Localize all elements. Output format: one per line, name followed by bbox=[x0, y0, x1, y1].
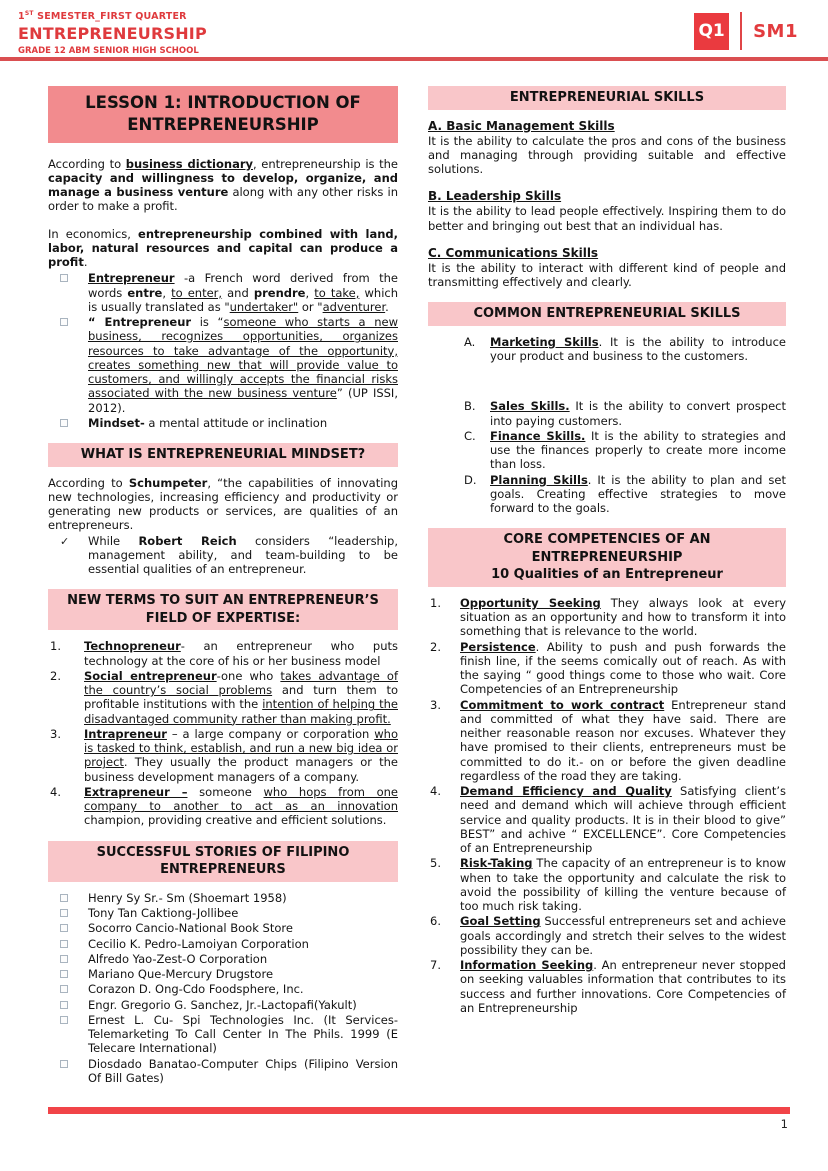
marker-cell bbox=[48, 534, 88, 577]
list-item bbox=[48, 967, 398, 981]
list-item-text: Extrapreneur – someone who hops from one company to another to act as an innovation champion, providing creative and efficient solutions. bbox=[84, 784, 398, 828]
marker-cell bbox=[48, 1013, 88, 1056]
mindset-section-header: WHAT IS ENTREPRENEURIAL MINDSET? bbox=[48, 443, 398, 467]
page-number: 1 bbox=[780, 1117, 788, 1131]
item-number: 4. bbox=[50, 784, 61, 799]
common-skills-list bbox=[428, 335, 786, 516]
marker-cell bbox=[48, 315, 88, 415]
check-icon: ✓ bbox=[60, 534, 70, 548]
list-item-text: Marketing Skills. It is the ability to introduce your product and business to the customers. bbox=[490, 334, 786, 364]
skills-sections bbox=[428, 119, 786, 290]
subject-title: ENTREPRENEURSHIP bbox=[18, 24, 207, 44]
item-number: 7. bbox=[430, 958, 441, 973]
common-skills-section-header: COMMON ENTREPRENEURIAL SKILLS bbox=[428, 302, 786, 326]
list-item-text: Planning Skills. It is the ability to plan and set goals. Creating effective strategies to move forward to the goals. bbox=[490, 472, 786, 516]
list-item-text: Ernest L. Cu- Spi Technologies Inc. (It Services-Telemarketing To Call Center In The Phils. 1999 (E Telecare International) bbox=[88, 1012, 398, 1056]
footer-rule bbox=[48, 1107, 790, 1114]
marker-cell bbox=[48, 271, 88, 314]
item-number: 5. bbox=[430, 856, 441, 871]
skill-heading: A. Basic Management Skills bbox=[428, 118, 615, 133]
semester-rest: SEMESTER_FIRST QUARTER bbox=[33, 11, 187, 23]
list-item-text: Mindset- a mental attitude or inclination bbox=[88, 415, 328, 430]
list-item-text: Commitment to work contract Entrepreneur stand and committed of what they have said. There are neither reasonable reason nor excuses. Whatever they have promised to their clients, entrepreneurs must be committed to do it.- on or before the given deadline regardless of the road they are taking. bbox=[460, 697, 786, 783]
list-item-text: Risk-Taking The capacity of an entrepreneur is to know when to take the opportunity and calculate the risk to avoid the possibility of killing the venture because of too much risk taking. bbox=[460, 856, 786, 914]
new-terms-section-header: NEW TERMS TO SUIT AN ENTREPRENEUR’S FIELD OF EXPERTISE: bbox=[48, 589, 398, 630]
list-item bbox=[428, 914, 786, 957]
list-item-text: Intrapreneur – a large company or corporation who is tasked to think, establish, and run a new big idea or project. They usually the product managers or the business development managers of a company. bbox=[84, 726, 398, 784]
list-item-text: Sales Skills. It is the ability to convert prospect into paying customers. bbox=[490, 399, 786, 428]
list-item-text: Cecilio K. Pedro-Lamoiyan Corporation bbox=[88, 936, 309, 951]
grade-level-label: GRADE 12 ABM SENIOR HIGH SCHOOL bbox=[18, 46, 199, 57]
marker-cell bbox=[48, 982, 88, 996]
list-item bbox=[428, 335, 786, 364]
list-item bbox=[48, 1057, 398, 1086]
list-item bbox=[428, 856, 786, 913]
list-item-text: Technopreneur- an entrepreneur who puts technology at the core of his or her business model bbox=[84, 639, 398, 668]
list-item-text: Diosdado Banatao-Computer Chips (Filipino Version Of Bill Gates) bbox=[88, 1056, 398, 1085]
skill-heading: B. Leadership Skills bbox=[428, 189, 562, 204]
intro-paragraph-1: According to business dictionary, entrepreneurship is the capacity and willingness to develop, organize, and manage a business venture along with any other risks in order to make a profit. bbox=[48, 156, 399, 214]
list-item bbox=[428, 429, 786, 472]
list-item bbox=[428, 698, 786, 784]
right-column bbox=[428, 86, 786, 1089]
semester-ordinal: ST bbox=[24, 10, 34, 17]
filipino-entrepreneurs-list bbox=[48, 891, 398, 1085]
new-terms-list bbox=[48, 639, 398, 827]
marker-cell bbox=[48, 937, 88, 951]
item-letter: D. bbox=[464, 472, 477, 487]
module-code: SM1 bbox=[753, 20, 798, 42]
list-item bbox=[428, 958, 786, 1015]
square-bullet-icon bbox=[60, 985, 68, 993]
list-item-text: Mariano Que-Mercury Drugstore bbox=[88, 967, 274, 982]
item-number: 1. bbox=[50, 639, 61, 654]
square-bullet-icon bbox=[60, 924, 68, 932]
list-item-text: Engr. Gregorio G. Sanchez, Jr.-Lactopafi(Yakult) bbox=[88, 997, 357, 1012]
list-item-text: Demand Efficiency and Quality Satisfying client’s need and demand which will achieve through efficient service and quality products. It is in their blood to give” BEST” and achive “ EXCELLENCE”. Core Competencies of an Entrepreneurship bbox=[460, 784, 786, 856]
marker-cell bbox=[48, 952, 88, 966]
list-item bbox=[48, 921, 398, 935]
reich-bullet bbox=[48, 534, 398, 577]
list-item-text: Socorro Cancio-National Book Store bbox=[88, 921, 293, 936]
list-item bbox=[428, 640, 786, 697]
marker-cell bbox=[48, 967, 88, 981]
list-item bbox=[428, 473, 786, 516]
list-item-text: Corazon D. Ong-Cdo Foodsphere, Inc. bbox=[88, 982, 304, 997]
square-bullet-icon bbox=[60, 955, 68, 963]
semester-prefix: 1 bbox=[18, 11, 25, 23]
list-item bbox=[48, 1013, 398, 1056]
marker-cell bbox=[48, 998, 88, 1012]
square-bullet-icon bbox=[60, 419, 68, 427]
list-item-text: Entrepreneur -a French word derived from the words entre, to enter, and prendre, to take, which is usually translated as "undertaker" or "adventurer. bbox=[88, 271, 398, 314]
skill-heading: C. Communications Skills bbox=[428, 245, 599, 260]
square-bullet-icon bbox=[60, 894, 68, 902]
skills-section-header: ENTREPRENEURIAL SKILLS bbox=[428, 86, 786, 110]
list-item-text: Information Seeking. An entrepreneur never stopped on seeking valuables information that contributes to its success and further innovations. Core Competencies of an Entrepreneurship bbox=[460, 958, 786, 1015]
core-competencies-list bbox=[428, 596, 786, 1015]
item-number: 6. bbox=[430, 914, 441, 929]
list-item-text: Finance Skills. It is the ability to strategies and use the finances properly to create more income than loss. bbox=[490, 428, 786, 472]
content-area bbox=[0, 61, 828, 1089]
list-item-text: Tony Tan Caktiong-Jollibee bbox=[88, 906, 239, 921]
reich-bullet-text: While Robert Reich considers “leadership, management ability, and team-building to be essential qualities of an entrepreneur. bbox=[88, 533, 399, 577]
page-header bbox=[0, 0, 828, 56]
list-item bbox=[48, 998, 398, 1012]
lesson-title-box: LESSON 1: INTRODUCTION OF ENTREPRENEURSHIP bbox=[48, 86, 398, 143]
list-item bbox=[48, 952, 398, 966]
list-item-text: Henry Sy Sr.- Sm (Shoemart 1958) bbox=[88, 890, 287, 905]
definition-bullet-list bbox=[48, 271, 398, 430]
list-item-text: “ Entrepreneur is “someone who starts a new business, recognizes opportunities, organizes resources to take advantage of the opportunity, creates something new that will provide value to customers, and willingly accepts the financial risks associated with the new business venture” (UP ISSI, 2012). bbox=[88, 315, 398, 415]
list-item-text: Persistence. Ability to push and push forwards the finish line, if the seems comically out of reach. As with the saying “ good things come to those who wait. Core Competencies of an Entrepreneurship bbox=[460, 639, 786, 697]
item-letter: A. bbox=[464, 334, 476, 349]
skill-body: It is the ability to interact with different kind of people and transmitting effectively and clearly. bbox=[428, 260, 786, 290]
marker-cell bbox=[48, 416, 88, 430]
square-bullet-icon bbox=[60, 940, 68, 948]
list-item bbox=[428, 784, 786, 855]
marker-cell bbox=[48, 921, 88, 935]
list-item bbox=[48, 416, 398, 430]
square-bullet-icon bbox=[60, 1016, 68, 1024]
square-bullet-icon bbox=[60, 909, 68, 917]
item-number: 1. bbox=[430, 595, 441, 610]
square-bullet-icon bbox=[60, 1001, 68, 1009]
list-item bbox=[48, 315, 398, 415]
skill-body: It is the ability to lead people effectively. Inspiring them to do better and bringing out best that an individual has. bbox=[428, 204, 786, 233]
list-item bbox=[48, 639, 398, 668]
list-item bbox=[48, 727, 398, 784]
header-left-block bbox=[18, 10, 810, 56]
quarter-badge: Q1 bbox=[694, 13, 729, 50]
item-number: 4. bbox=[430, 784, 441, 799]
square-bullet-icon bbox=[60, 1060, 68, 1068]
left-column bbox=[48, 86, 398, 1089]
semester-line bbox=[18, 10, 810, 22]
stories-section-header: SUCCESSFUL STORIES OF FILIPINO ENTREPRENEURS bbox=[48, 841, 398, 882]
list-item bbox=[48, 891, 398, 905]
list-item bbox=[48, 982, 398, 996]
list-item bbox=[48, 669, 398, 726]
schumpeter-paragraph: According to Schumpeter, “the capabilities of innovating new technologies, increasing efficiency and productivity or generating new products or services, are qualities of an entrepreneurs. bbox=[48, 475, 398, 533]
item-letter: C. bbox=[464, 428, 476, 443]
core-header-title: CORE COMPETENCIES OF AN ENTREPRENEURSHIP bbox=[503, 532, 711, 565]
header-badges bbox=[694, 12, 798, 50]
list-item bbox=[48, 271, 398, 314]
intro-paragraph-2: In economics, entrepreneurship combined with land, labor, natural resources and capital can produce a profit. bbox=[48, 226, 398, 270]
square-bullet-icon bbox=[60, 318, 68, 326]
list-item-text: Opportunity Seeking They always look at every situation as an opportunity and how to transform it into something that is relevance to the world. bbox=[460, 595, 787, 639]
list-item bbox=[48, 785, 398, 828]
square-bullet-icon bbox=[60, 274, 68, 282]
badge-divider bbox=[740, 12, 742, 50]
list-item bbox=[48, 937, 398, 951]
skill-block bbox=[428, 246, 786, 290]
list-item-text: Social entrepreneur-one who takes advantage of the country’s social problems and turn them to profitable institutions with the intention of helping the disadvantaged community rather than making profit. bbox=[84, 668, 398, 726]
marker-cell bbox=[48, 1057, 88, 1086]
core-header-subtitle: 10 Qualities of an Entrepreneur bbox=[491, 567, 723, 583]
item-number: 3. bbox=[430, 697, 441, 712]
list-item bbox=[428, 399, 786, 428]
list-item bbox=[48, 906, 398, 920]
marker-cell bbox=[48, 906, 88, 920]
marker-cell bbox=[48, 891, 88, 905]
skill-block bbox=[428, 119, 786, 177]
item-number: 2. bbox=[430, 639, 441, 654]
core-competencies-section-header bbox=[428, 528, 786, 587]
list-item-text: Goal Setting Successful entrepreneurs set and achieve goals accordingly and stretch their selves to the widest possibility they can be. bbox=[460, 914, 786, 957]
list-item-text: Alfredo Yao-Zest-O Corporation bbox=[88, 951, 268, 966]
skill-block bbox=[428, 189, 786, 233]
item-number: 3. bbox=[50, 726, 61, 741]
skill-body: It is the ability to calculate the pros and cons of the business and managing through providing suitable and effective solutions. bbox=[428, 133, 786, 177]
list-item bbox=[428, 596, 786, 639]
square-bullet-icon bbox=[60, 970, 68, 978]
item-letter: B. bbox=[464, 399, 476, 414]
item-number: 2. bbox=[50, 668, 61, 683]
